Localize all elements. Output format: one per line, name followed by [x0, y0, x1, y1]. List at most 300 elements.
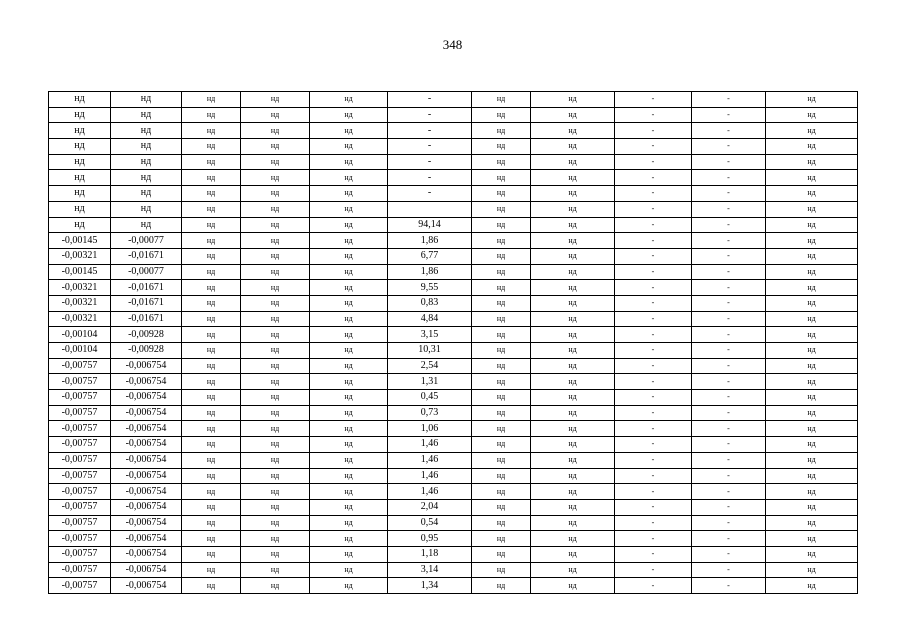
table-cell: 1,46 — [388, 468, 472, 484]
table-cell: нд — [766, 170, 858, 186]
table-cell: нд — [766, 186, 858, 202]
table-cell: нд — [241, 107, 310, 123]
table-cell: нд — [531, 515, 615, 531]
table-cell: нд — [766, 123, 858, 139]
table-cell: - — [615, 123, 692, 139]
table-cell: - — [615, 264, 692, 280]
table-cell: нд — [472, 484, 531, 500]
table-cell: -0,00757 — [49, 437, 111, 453]
table-cell: - — [692, 327, 766, 343]
table-cell: -0,00757 — [49, 452, 111, 468]
table-cell: нд — [472, 374, 531, 390]
table-row — [49, 170, 858, 186]
table-cell: нд — [766, 546, 858, 562]
table-cell: - — [692, 374, 766, 390]
table-cell: нд — [241, 343, 310, 359]
table-row — [49, 390, 858, 406]
table-cell: 1,86 — [388, 264, 472, 280]
table-row — [49, 123, 858, 139]
table-cell: нд — [111, 170, 182, 186]
table-cell: нд — [310, 562, 388, 578]
table-row — [49, 405, 858, 421]
table-cell: - — [692, 92, 766, 108]
table-cell: нд — [49, 154, 111, 170]
table-cell: нд — [182, 390, 241, 406]
table-cell: нд — [531, 343, 615, 359]
table-cell: нд — [310, 390, 388, 406]
table-cell: нд — [241, 499, 310, 515]
table-row — [49, 217, 858, 233]
table-cell: -0,00145 — [49, 264, 111, 280]
table-cell: -0,00145 — [49, 233, 111, 249]
table-cell: нд — [766, 374, 858, 390]
table-cell: - — [615, 562, 692, 578]
table-cell: нд — [310, 578, 388, 594]
table-cell: - — [615, 484, 692, 500]
table-cell: нд — [472, 217, 531, 233]
table-row — [49, 515, 858, 531]
table-cell: нд — [182, 531, 241, 547]
table-cell: нд — [531, 123, 615, 139]
table-cell: нд — [182, 264, 241, 280]
table-cell: нд — [766, 515, 858, 531]
table-cell: -0,00104 — [49, 343, 111, 359]
table-cell: нд — [241, 264, 310, 280]
table-cell: нд — [182, 484, 241, 500]
table-row — [49, 107, 858, 123]
table-cell: - — [692, 421, 766, 437]
table-cell: нд — [241, 390, 310, 406]
table-cell: нд — [766, 201, 858, 217]
table-cell: нд — [531, 437, 615, 453]
table-cell: -0,00077 — [111, 233, 182, 249]
table-cell: нд — [531, 107, 615, 123]
table-cell: -0,00757 — [49, 358, 111, 374]
table-cell: нд — [472, 499, 531, 515]
table-cell: -0,00928 — [111, 343, 182, 359]
table-cell: - — [692, 468, 766, 484]
table-cell: нд — [111, 186, 182, 202]
table-row — [49, 343, 858, 359]
table-cell: нд — [111, 92, 182, 108]
table-row — [49, 421, 858, 437]
table-cell: - — [692, 484, 766, 500]
table-cell: 9,55 — [388, 280, 472, 296]
table-cell: нд — [241, 311, 310, 327]
table-cell: нд — [531, 311, 615, 327]
table-cell: нд — [49, 217, 111, 233]
table-cell: нд — [241, 295, 310, 311]
table-cell: нд — [766, 311, 858, 327]
table-cell: нд — [531, 484, 615, 500]
table-cell: нд — [472, 421, 531, 437]
table-cell: нд — [182, 201, 241, 217]
table-cell: нд — [49, 92, 111, 108]
table-cell: - — [615, 139, 692, 155]
table-cell: -0,00757 — [49, 390, 111, 406]
table-cell: нд — [182, 280, 241, 296]
table-cell: нд — [49, 186, 111, 202]
table-cell: нд — [49, 201, 111, 217]
table-cell: - — [615, 201, 692, 217]
table-cell: нд — [182, 233, 241, 249]
table-cell: нд — [241, 452, 310, 468]
table-cell: -0,00321 — [49, 295, 111, 311]
table-cell: - — [615, 343, 692, 359]
table-cell: -0,00757 — [49, 562, 111, 578]
table-cell: -0,00077 — [111, 264, 182, 280]
table-cell: нд — [472, 452, 531, 468]
table-cell: нд — [472, 515, 531, 531]
table-cell: нд — [182, 452, 241, 468]
table-cell: нд — [241, 248, 310, 264]
table-row — [49, 139, 858, 155]
table-cell: нд — [241, 123, 310, 139]
table-cell: - — [692, 390, 766, 406]
table-cell: -0,01671 — [111, 280, 182, 296]
table-cell: нд — [766, 217, 858, 233]
table-cell: - — [615, 327, 692, 343]
table-cell: - — [692, 264, 766, 280]
table-cell: - — [615, 217, 692, 233]
table-cell: - — [615, 92, 692, 108]
table-cell: нд — [472, 546, 531, 562]
table-cell: нд — [766, 405, 858, 421]
table-cell: нд — [766, 499, 858, 515]
table-cell: - — [692, 295, 766, 311]
table-cell: нд — [531, 170, 615, 186]
table-cell: нд — [310, 468, 388, 484]
table-cell: нд — [182, 562, 241, 578]
table-cell: нд — [472, 437, 531, 453]
table-cell: - — [615, 311, 692, 327]
table-cell: -0,00928 — [111, 327, 182, 343]
table-cell: нд — [310, 531, 388, 547]
table-cell: нд — [531, 499, 615, 515]
table-cell: -0,006754 — [111, 562, 182, 578]
table-cell: нд — [182, 437, 241, 453]
table-cell: нд — [310, 327, 388, 343]
table-cell: нд — [241, 217, 310, 233]
table-cell: нд — [182, 405, 241, 421]
table-cell: нд — [766, 437, 858, 453]
table-cell: - — [615, 186, 692, 202]
table-row — [49, 499, 858, 515]
table-cell: нд — [472, 468, 531, 484]
table-cell: нд — [531, 546, 615, 562]
table-cell: нд — [310, 123, 388, 139]
table-cell: нд — [111, 123, 182, 139]
table-cell: нд — [531, 562, 615, 578]
table-cell: -0,00757 — [49, 421, 111, 437]
table-cell: -0,01671 — [111, 311, 182, 327]
table-cell: нд — [472, 531, 531, 547]
table-cell: - — [615, 107, 692, 123]
table-cell: нд — [531, 578, 615, 594]
table-cell: -0,006754 — [111, 578, 182, 594]
table-cell: нд — [241, 374, 310, 390]
table-cell: нд — [241, 139, 310, 155]
table-cell: нд — [49, 123, 111, 139]
table-cell: нд — [472, 327, 531, 343]
table-cell: нд — [241, 233, 310, 249]
table-cell: нд — [182, 578, 241, 594]
table-cell: -0,006754 — [111, 515, 182, 531]
table-cell: -0,00757 — [49, 515, 111, 531]
table-cell: - — [615, 280, 692, 296]
table-cell: нд — [472, 390, 531, 406]
table-cell: нд — [472, 358, 531, 374]
table-cell: - — [692, 233, 766, 249]
table-cell: - — [388, 154, 472, 170]
table-cell: нд — [531, 186, 615, 202]
table-cell: 1,86 — [388, 233, 472, 249]
table-cell: нд — [472, 107, 531, 123]
table-cell: нд — [182, 468, 241, 484]
table-cell: - — [615, 515, 692, 531]
table-cell: -0,00321 — [49, 248, 111, 264]
table-row — [49, 358, 858, 374]
table-cell: нд — [241, 358, 310, 374]
table-cell: - — [692, 562, 766, 578]
table-cell: нд — [49, 170, 111, 186]
table-cell: -0,006754 — [111, 484, 182, 500]
table-cell: нд — [531, 452, 615, 468]
data-table — [48, 91, 858, 594]
table-cell — [388, 201, 472, 217]
table-cell: нд — [111, 107, 182, 123]
table-row — [49, 562, 858, 578]
table-cell: нд — [49, 139, 111, 155]
table-cell: нд — [531, 468, 615, 484]
table-cell: -0,00757 — [49, 374, 111, 390]
table-cell: нд — [310, 264, 388, 280]
table-cell: нд — [531, 280, 615, 296]
table-cell: нд — [766, 484, 858, 500]
table-cell: нд — [766, 468, 858, 484]
table-cell: -0,01671 — [111, 295, 182, 311]
table-row — [49, 327, 858, 343]
table-cell: - — [692, 201, 766, 217]
table-cell: нд — [182, 421, 241, 437]
table-cell: нд — [310, 201, 388, 217]
table-cell: - — [692, 107, 766, 123]
table-cell: нд — [531, 217, 615, 233]
table-cell: нд — [241, 468, 310, 484]
table-cell: нд — [310, 515, 388, 531]
table-cell: - — [388, 123, 472, 139]
table-cell: нд — [766, 139, 858, 155]
table-cell: - — [388, 107, 472, 123]
table-cell: нд — [472, 264, 531, 280]
table-cell: -0,006754 — [111, 531, 182, 547]
table-cell: - — [692, 515, 766, 531]
table-cell: - — [692, 123, 766, 139]
table-cell: нд — [310, 233, 388, 249]
table-cell: нд — [182, 248, 241, 264]
table-cell: 1,46 — [388, 484, 472, 500]
table-cell: нд — [472, 186, 531, 202]
table-cell: 1,46 — [388, 437, 472, 453]
table-cell: нд — [472, 201, 531, 217]
table-cell: нд — [310, 499, 388, 515]
table-cell: 2,04 — [388, 499, 472, 515]
table-cell: -0,006754 — [111, 499, 182, 515]
table-cell: нд — [766, 562, 858, 578]
table-cell: нд — [472, 405, 531, 421]
table-cell: нд — [766, 343, 858, 359]
table-cell: 10,31 — [388, 343, 472, 359]
table-cell: нд — [472, 343, 531, 359]
table-cell: нд — [472, 233, 531, 249]
table-cell: - — [692, 405, 766, 421]
table-row — [49, 484, 858, 500]
table-cell: -0,006754 — [111, 437, 182, 453]
table-cell: нд — [531, 233, 615, 249]
table-cell: 3,15 — [388, 327, 472, 343]
table-cell: - — [615, 390, 692, 406]
table-row — [49, 233, 858, 249]
table-cell: -0,006754 — [111, 468, 182, 484]
table-cell: нд — [531, 327, 615, 343]
table-cell: нд — [531, 92, 615, 108]
table-cell: нд — [310, 107, 388, 123]
table-cell: - — [615, 405, 692, 421]
table-cell: нд — [472, 154, 531, 170]
table-cell: - — [692, 186, 766, 202]
table-cell: нд — [241, 327, 310, 343]
table-cell: нд — [310, 186, 388, 202]
table-cell: - — [692, 578, 766, 594]
table-cell: - — [615, 170, 692, 186]
table-cell: нд — [766, 531, 858, 547]
table-cell: нд — [766, 280, 858, 296]
table-cell: нд — [241, 201, 310, 217]
table-cell: - — [388, 92, 472, 108]
table-cell: нд — [766, 452, 858, 468]
table-cell: 0,73 — [388, 405, 472, 421]
table-cell: нд — [182, 92, 241, 108]
table-cell: нд — [531, 390, 615, 406]
table-cell: нд — [531, 139, 615, 155]
table-cell: нд — [531, 405, 615, 421]
table-cell: нд — [241, 484, 310, 500]
table-cell: нд — [531, 421, 615, 437]
table-cell: 1,18 — [388, 546, 472, 562]
table-cell: 4,84 — [388, 311, 472, 327]
table-row — [49, 452, 858, 468]
table-cell: нд — [182, 327, 241, 343]
table-cell: нд — [182, 139, 241, 155]
table-cell: нд — [241, 154, 310, 170]
table-cell: - — [692, 546, 766, 562]
table-cell: - — [692, 499, 766, 515]
table-cell: нд — [182, 107, 241, 123]
table-row — [49, 201, 858, 217]
table-cell: нд — [310, 405, 388, 421]
table-cell: - — [615, 437, 692, 453]
table-cell: нд — [241, 186, 310, 202]
table-cell: нд — [310, 170, 388, 186]
table-cell: нд — [49, 107, 111, 123]
table-cell: нд — [531, 374, 615, 390]
table-cell: - — [615, 295, 692, 311]
table-cell: нд — [766, 154, 858, 170]
table-cell: - — [388, 139, 472, 155]
table-row — [49, 280, 858, 296]
table-cell: нд — [310, 421, 388, 437]
table-cell: 94,14 — [388, 217, 472, 233]
table-cell: нд — [241, 578, 310, 594]
table-cell: - — [615, 358, 692, 374]
table-cell: нд — [766, 295, 858, 311]
table-cell: нд — [472, 562, 531, 578]
table-row — [49, 546, 858, 562]
table-cell: нд — [531, 154, 615, 170]
table-cell: -0,00757 — [49, 405, 111, 421]
table-cell: нд — [182, 186, 241, 202]
table-cell: нд — [472, 311, 531, 327]
table-cell: нд — [241, 515, 310, 531]
table-cell: нд — [310, 311, 388, 327]
table-cell: нд — [531, 295, 615, 311]
table-cell: нд — [766, 248, 858, 264]
table-cell: - — [692, 311, 766, 327]
table-row — [49, 248, 858, 264]
table-cell: - — [692, 437, 766, 453]
table-cell: - — [388, 170, 472, 186]
table-cell: -0,00321 — [49, 311, 111, 327]
table-cell: нд — [182, 374, 241, 390]
table-cell: нд — [472, 280, 531, 296]
table-cell: нд — [111, 154, 182, 170]
table-cell: 1,06 — [388, 421, 472, 437]
table-row — [49, 154, 858, 170]
table-cell: нд — [241, 562, 310, 578]
table-row — [49, 92, 858, 108]
table-cell: нд — [182, 343, 241, 359]
table-cell: нд — [111, 139, 182, 155]
page-number: 348 — [442, 37, 463, 52]
table-cell: - — [692, 139, 766, 155]
table-cell: -0,01671 — [111, 248, 182, 264]
table-cell: 0,54 — [388, 515, 472, 531]
table-cell: нд — [766, 264, 858, 280]
table-cell: нд — [531, 531, 615, 547]
table-cell: нд — [766, 390, 858, 406]
table-cell: нд — [766, 92, 858, 108]
table-cell: - — [615, 154, 692, 170]
table-cell: -0,00321 — [49, 280, 111, 296]
table-cell: - — [388, 186, 472, 202]
table-cell: нд — [182, 358, 241, 374]
table-cell: нд — [111, 217, 182, 233]
table-row — [49, 374, 858, 390]
table-cell: - — [692, 170, 766, 186]
table-cell: - — [615, 452, 692, 468]
table-cell: -0,00757 — [49, 531, 111, 547]
table-cell: нд — [310, 248, 388, 264]
table-cell: нд — [472, 248, 531, 264]
table-cell: - — [615, 578, 692, 594]
table-cell: 1,34 — [388, 578, 472, 594]
table-body — [49, 92, 858, 594]
table-row — [49, 468, 858, 484]
table-cell: - — [692, 217, 766, 233]
table-cell: нд — [182, 217, 241, 233]
table-cell: нд — [472, 295, 531, 311]
table-cell: - — [692, 343, 766, 359]
